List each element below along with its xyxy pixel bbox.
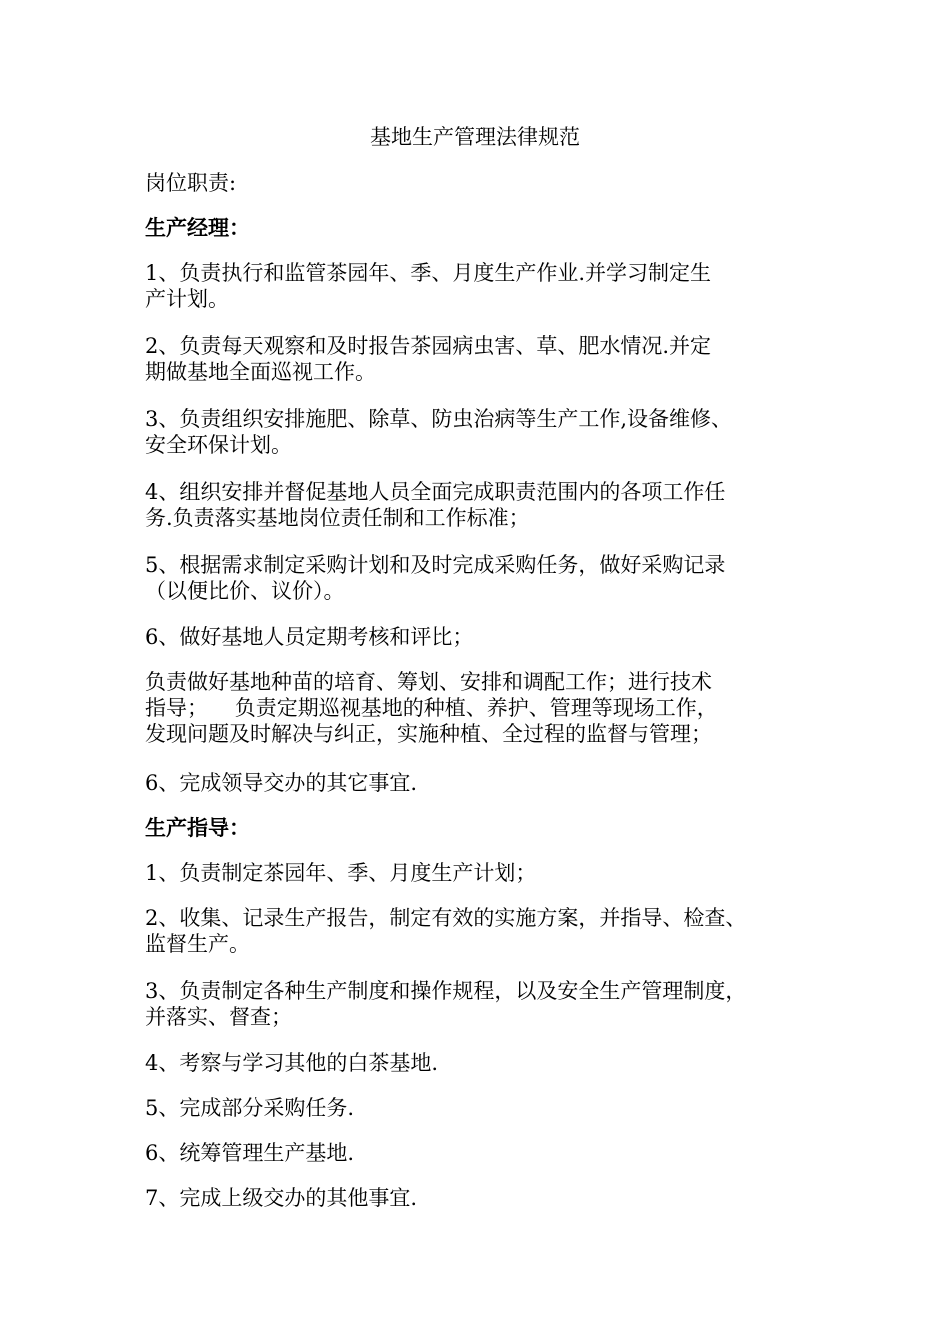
paragraph-line: （以便比价、议价）。 [145,579,345,603]
paragraph-line: 安全环保计划。 [145,433,292,457]
guide-item-5 [145,1095,825,1121]
paragraph-line: 1、负责执行和监管茶园年、季、月度生产作业.并学习制定生 [145,261,712,285]
document-title: 基地生产管理法律规范 [370,125,580,149]
guide-heading [145,815,825,841]
paragraph-line: 并落实、督查； [145,1005,292,1029]
intro-text [145,170,825,196]
manager-item-7 [145,669,825,747]
paragraph-line: 4、组织安排并督促基地人员全面完成职责范围内的各项工作任 [145,480,726,504]
paragraph-line: 3、负责组织安排施肥、除草、防虫治病等生产工作,设备维修、 [145,407,733,431]
manager-item-6 [145,624,825,650]
paragraph-line: 2、负责每天观察和及时报告茶园病虫害、草、肥水情况.并定 [145,334,712,358]
paragraph-line: 4、考察与学习其他的白茶基地. [145,1051,439,1075]
paragraph-line: 期做基地全面巡视工作。 [145,360,376,384]
manager-item-3 [145,406,825,458]
paragraph-line: 产计划。 [145,287,229,311]
intro-line: 岗位职责: [145,171,237,195]
guide-item-7 [145,1185,825,1211]
paragraph-line: 负责做好基地种苗的培育、筹划、安排和调配工作；进行技术 [145,670,712,694]
paragraph-line: 务.负责落实基地岗位责任制和工作标准； [145,506,530,530]
paragraph-line: 6、统筹管理生产基地. [145,1141,355,1165]
manager-heading-text: 生产经理： [145,216,250,240]
paragraph-line: 3、负责制定各种生产制度和操作规程，以及安全生产管理制度， [145,979,747,1003]
paragraph-line: 1、负责制定茶园年、季、月度生产计划； [145,861,537,885]
manager-heading [145,215,825,241]
guide-item-2 [145,905,825,957]
guide-item-3 [145,978,825,1030]
paragraph-line: 5、根据需求制定采购计划和及时完成采购任务，做好采购记录 [145,553,726,577]
manager-item-1 [145,260,825,312]
paragraph-line: 2、收集、记录生产报告，制定有效的实施方案，并指导、检查、 [145,906,747,930]
guide-item-6 [145,1140,825,1166]
paragraph-line: 6、完成领导交办的其它事宜. [145,771,418,795]
manager-item-5 [145,552,825,604]
paragraph-line: 指导； 负责定期巡视基地的种植、养护、管理等现场工作， [145,696,718,720]
manager-item-8 [145,770,825,796]
paragraph-line: 6、做好基地人员定期考核和评比； [145,625,474,649]
manager-item-4 [145,479,825,531]
guide-item-1 [145,860,825,886]
guide-heading-text: 生产指导： [145,816,250,840]
manager-item-2 [145,333,825,385]
guide-item-4 [145,1050,825,1076]
paragraph-line: 5、完成部分采购任务. [145,1096,355,1120]
paragraph-line: 监督生产。 [145,932,250,956]
paragraph-line: 7、完成上级交办的其他事宜. [145,1186,418,1210]
paragraph-line: 发现问题及时解决与纠正，实施种植、全过程的监督与管理； [145,722,712,746]
